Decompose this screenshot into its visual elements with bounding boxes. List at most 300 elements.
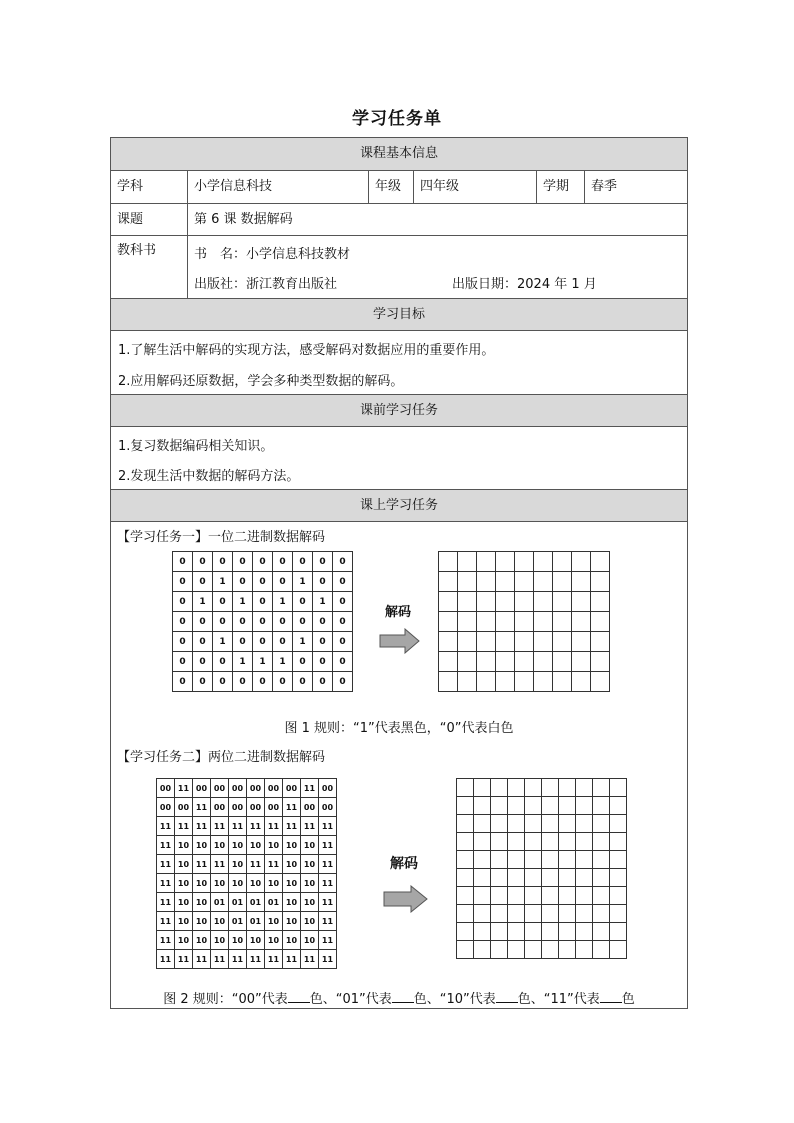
blank-grid-cell[interactable] <box>572 632 591 652</box>
blank-grid-cell[interactable] <box>457 833 474 851</box>
blank-grid-cell[interactable] <box>610 923 627 941</box>
blank-grid-cell[interactable] <box>477 652 496 672</box>
blank-grid-cell[interactable] <box>553 612 572 632</box>
grid-cell: 01 <box>247 893 265 912</box>
blank-grid-cell[interactable] <box>572 592 591 612</box>
blank-grid-cell[interactable] <box>508 779 525 797</box>
publisher: 出版社：浙江教育出版社 <box>194 277 338 292</box>
grid-cell: 0 <box>273 612 293 632</box>
grid-row <box>173 672 353 692</box>
grid-cell: 0 <box>173 572 193 592</box>
blank-grid-row <box>439 632 610 652</box>
blank-grid-cell[interactable] <box>474 941 491 959</box>
grid-cell: 11 <box>283 950 301 969</box>
blank-grid-cell[interactable] <box>525 779 542 797</box>
grid-cell: 10 <box>175 874 193 893</box>
blank-grid-cell[interactable] <box>559 779 576 797</box>
blank-grid-cell[interactable] <box>496 672 515 692</box>
grid-cell: 11 <box>175 817 193 836</box>
blank-grid-cell[interactable] <box>458 632 477 652</box>
blank-grid-cell[interactable] <box>542 905 559 923</box>
blank-grid-cell[interactable] <box>593 779 610 797</box>
blank-grid-cell[interactable] <box>593 887 610 905</box>
grid-cell: 00 <box>319 798 337 817</box>
grid-row <box>157 798 337 817</box>
blank-grid-cell[interactable] <box>559 923 576 941</box>
blank-grid-cell[interactable] <box>457 797 474 815</box>
grid-cell: 0 <box>253 552 273 572</box>
blank-grid-cell[interactable] <box>496 612 515 632</box>
blank-grid-cell[interactable] <box>496 572 515 592</box>
blank-grid-cell[interactable] <box>525 851 542 869</box>
blank-grid-cell[interactable] <box>559 887 576 905</box>
blank-grid-cell[interactable] <box>508 869 525 887</box>
blank-grid-cell[interactable] <box>572 552 591 572</box>
blank-grid-1[interactable] <box>438 551 610 692</box>
blank-grid-cell[interactable] <box>457 851 474 869</box>
blank-grid-cell[interactable] <box>553 632 572 652</box>
blank-grid-cell[interactable] <box>593 923 610 941</box>
grid-cell: 11 <box>247 817 265 836</box>
grid-cell: 0 <box>253 592 273 612</box>
grid-cell: 1 <box>253 652 273 672</box>
grid-cell: 00 <box>301 798 319 817</box>
blank-grid-cell[interactable] <box>515 552 534 572</box>
section-header-pre-tasks <box>111 395 687 427</box>
blank-grid-cell[interactable] <box>525 923 542 941</box>
grid-cell: 10 <box>265 931 283 950</box>
grid-cell: 10 <box>193 893 211 912</box>
grid-cell: 0 <box>193 572 213 592</box>
blank-grid-cell[interactable] <box>542 779 559 797</box>
blank-grid-cell[interactable] <box>491 869 508 887</box>
blank-grid-cell[interactable] <box>457 815 474 833</box>
blank-grid-cell[interactable] <box>593 869 610 887</box>
grid-cell: 11 <box>157 893 175 912</box>
grid-cell: 11 <box>175 950 193 969</box>
blank-grid-cell[interactable] <box>576 779 593 797</box>
blank-grid-cell[interactable] <box>572 572 591 592</box>
grid-row <box>157 855 337 874</box>
grid-cell: 0 <box>253 632 273 652</box>
blank-grid-cell[interactable] <box>559 833 576 851</box>
section-header-goals <box>111 299 687 331</box>
blank-grid-cell[interactable] <box>515 572 534 592</box>
blank-grid-cell[interactable] <box>474 869 491 887</box>
blank-grid-cell[interactable] <box>525 833 542 851</box>
blank-grid-cell[interactable] <box>534 592 553 612</box>
grid-cell: 10 <box>283 874 301 893</box>
caption-part: 图 2 规则：“00”代表 <box>163 992 288 1007</box>
blank-grid-cell[interactable] <box>534 632 553 652</box>
blank-grid-cell[interactable] <box>525 869 542 887</box>
grid-cell: 01 <box>229 912 247 931</box>
pre-task-item: 2.发现生活中数据的解码方法。 <box>118 469 300 484</box>
blank-grid-cell[interactable] <box>491 797 508 815</box>
blank-grid-cell[interactable] <box>593 815 610 833</box>
blank-grid-cell[interactable] <box>591 572 610 592</box>
blank-grid-cell[interactable] <box>576 941 593 959</box>
blank-grid-cell[interactable] <box>491 905 508 923</box>
blank-grid-cell[interactable] <box>610 779 627 797</box>
blank-grid-cell[interactable] <box>559 905 576 923</box>
blank-grid-cell[interactable] <box>525 887 542 905</box>
blank-grid-cell[interactable] <box>610 869 627 887</box>
blank-grid-2[interactable] <box>456 778 627 959</box>
grid-cell: 10 <box>301 836 319 855</box>
grid-cell: 0 <box>273 632 293 652</box>
blank-grid-cell[interactable] <box>439 632 458 652</box>
grid-cell: 0 <box>213 592 233 612</box>
blank-grid-cell[interactable] <box>508 923 525 941</box>
grid-cell: 0 <box>333 652 353 672</box>
grid-row <box>157 893 337 912</box>
blank-grid-cell[interactable] <box>542 869 559 887</box>
blank-grid-cell[interactable] <box>610 797 627 815</box>
subject-label: 学科 <box>117 179 144 194</box>
blank-grid-cell[interactable] <box>458 652 477 672</box>
grid-cell: 0 <box>193 652 213 672</box>
blank-grid-cell[interactable] <box>458 612 477 632</box>
blank-grid-cell[interactable] <box>458 572 477 592</box>
blank-grid-cell[interactable] <box>559 815 576 833</box>
blank-grid-cell[interactable] <box>508 941 525 959</box>
blank-grid-cell[interactable] <box>439 592 458 612</box>
grid-cell: 00 <box>175 798 193 817</box>
blank-grid-cell[interactable] <box>457 905 474 923</box>
subject-value: 小学信息科技 <box>187 171 368 203</box>
grid-cell: 11 <box>319 912 337 931</box>
grid-cell: 11 <box>247 950 265 969</box>
blank-grid-cell[interactable] <box>593 797 610 815</box>
section-header-class-tasks <box>111 490 687 522</box>
blank-grid-cell[interactable] <box>534 612 553 632</box>
blank-grid-cell[interactable] <box>491 779 508 797</box>
blank-grid-cell[interactable] <box>515 672 534 692</box>
blank-grid-cell[interactable] <box>572 612 591 632</box>
blank-grid-cell[interactable] <box>457 779 474 797</box>
blank-grid-cell[interactable] <box>508 851 525 869</box>
grid-cell: 00 <box>247 798 265 817</box>
grid-cell: 11 <box>157 817 175 836</box>
grid-cell: 10 <box>229 931 247 950</box>
textbook-label: 教科书 <box>117 243 157 258</box>
blank-grid-cell[interactable] <box>553 592 572 612</box>
grid-cell: 00 <box>283 779 301 798</box>
blank-grid-cell[interactable] <box>572 672 591 692</box>
blank-grid-cell[interactable] <box>610 905 627 923</box>
grid-cell: 11 <box>157 931 175 950</box>
blank-grid-row <box>439 652 610 672</box>
blank-grid-cell[interactable] <box>457 869 474 887</box>
answer-blank[interactable] <box>600 990 622 1003</box>
blank-grid-cell[interactable] <box>542 923 559 941</box>
blank-grid-cell[interactable] <box>477 672 496 692</box>
blank-grid-cell[interactable] <box>593 851 610 869</box>
grid-cell: 10 <box>211 836 229 855</box>
grid-cell: 01 <box>229 893 247 912</box>
grid-cell: 11 <box>211 950 229 969</box>
task1-title: 【学习任务一】一位二进制数据解码 <box>117 530 326 545</box>
blank-grid-cell[interactable] <box>491 851 508 869</box>
grid-cell: 0 <box>273 572 293 592</box>
grid-row <box>173 612 353 632</box>
blank-grid-cell[interactable] <box>525 815 542 833</box>
blank-grid-cell[interactable] <box>576 887 593 905</box>
blank-grid-cell[interactable] <box>477 612 496 632</box>
blank-grid-cell[interactable] <box>559 851 576 869</box>
blank-grid-cell[interactable] <box>591 652 610 672</box>
grid-row <box>157 836 337 855</box>
blank-grid-cell[interactable] <box>439 552 458 572</box>
grid-cell: 10 <box>247 931 265 950</box>
blank-grid-cell[interactable] <box>525 941 542 959</box>
grid-cell: 11 <box>157 912 175 931</box>
blank-grid-cell[interactable] <box>439 572 458 592</box>
grid-cell: 11 <box>265 855 283 874</box>
blank-grid-cell[interactable] <box>496 592 515 612</box>
blank-grid-cell[interactable] <box>610 941 627 959</box>
blank-grid-cell[interactable] <box>576 923 593 941</box>
blank-grid-cell[interactable] <box>534 572 553 592</box>
blank-grid-cell[interactable] <box>610 815 627 833</box>
blank-grid-cell[interactable] <box>477 592 496 612</box>
grid-cell: 11 <box>301 779 319 798</box>
answer-blank[interactable] <box>392 990 414 1003</box>
decode-label: 解码 <box>385 605 412 620</box>
blank-grid-cell[interactable] <box>458 672 477 692</box>
blank-grid-cell[interactable] <box>576 797 593 815</box>
blank-grid-cell[interactable] <box>508 815 525 833</box>
grade-label: 年级 <box>368 171 413 203</box>
blank-grid-cell[interactable] <box>474 851 491 869</box>
blank-grid-cell[interactable] <box>542 833 559 851</box>
grid-cell: 11 <box>319 817 337 836</box>
blank-grid-cell[interactable] <box>439 672 458 692</box>
grid-cell: 0 <box>253 612 273 632</box>
blank-grid-cell[interactable] <box>542 815 559 833</box>
blank-grid-cell[interactable] <box>477 572 496 592</box>
grid-cell: 10 <box>193 931 211 950</box>
blank-grid-cell[interactable] <box>553 652 572 672</box>
blank-grid-row <box>439 552 610 572</box>
topic-row <box>111 204 687 236</box>
grid-cell: 1 <box>313 592 333 612</box>
blank-grid-cell[interactable] <box>542 851 559 869</box>
grid-cell: 0 <box>233 612 253 632</box>
blank-grid-cell[interactable] <box>559 941 576 959</box>
blank-grid-cell[interactable] <box>474 797 491 815</box>
blank-grid-cell[interactable] <box>591 672 610 692</box>
section-header-label: 课前学习任务 <box>359 403 438 418</box>
blank-grid-cell[interactable] <box>576 833 593 851</box>
blank-grid-cell[interactable] <box>534 552 553 572</box>
grid-cell: 11 <box>211 855 229 874</box>
blank-grid-cell[interactable] <box>491 833 508 851</box>
blank-grid-cell[interactable] <box>591 592 610 612</box>
grid-cell: 0 <box>213 612 233 632</box>
blank-grid-row <box>457 887 627 905</box>
blank-grid-row <box>439 572 610 592</box>
blank-grid-cell[interactable] <box>591 552 610 572</box>
grid-cell: 10 <box>193 874 211 893</box>
grid-cell: 11 <box>283 798 301 817</box>
blank-grid-cell[interactable] <box>525 797 542 815</box>
blank-grid-cell[interactable] <box>477 632 496 652</box>
blank-grid-cell[interactable] <box>457 923 474 941</box>
grid-row <box>157 931 337 950</box>
blank-grid-cell[interactable] <box>474 923 491 941</box>
grid-cell: 0 <box>333 632 353 652</box>
blank-grid-cell[interactable] <box>508 833 525 851</box>
grid-cell: 0 <box>313 672 333 692</box>
grid-cell: 1 <box>293 632 313 652</box>
grid-cell: 01 <box>247 912 265 931</box>
blank-grid-cell[interactable] <box>458 592 477 612</box>
blank-grid-cell[interactable] <box>534 672 553 692</box>
grid-cell: 0 <box>193 552 213 572</box>
grid-cell: 10 <box>229 836 247 855</box>
grid-cell: 10 <box>211 912 229 931</box>
blank-grid-cell[interactable] <box>591 612 610 632</box>
blank-grid-cell[interactable] <box>515 652 534 672</box>
blank-grid-cell[interactable] <box>591 632 610 652</box>
blank-grid-cell[interactable] <box>496 652 515 672</box>
grid-cell: 00 <box>229 798 247 817</box>
blank-grid-cell[interactable] <box>576 869 593 887</box>
blank-grid-cell[interactable] <box>542 941 559 959</box>
blank-grid-cell[interactable] <box>593 833 610 851</box>
blank-grid-cell[interactable] <box>496 632 515 652</box>
grid-cell: 10 <box>211 931 229 950</box>
answer-blank[interactable] <box>288 990 310 1003</box>
grid-cell: 10 <box>265 836 283 855</box>
blank-grid-cell[interactable] <box>576 905 593 923</box>
blank-grid-cell[interactable] <box>508 905 525 923</box>
blank-grid-cell[interactable] <box>458 552 477 572</box>
blank-grid-cell[interactable] <box>508 797 525 815</box>
grid-cell: 0 <box>313 612 333 632</box>
grid-cell: 11 <box>319 931 337 950</box>
grid-cell: 10 <box>229 855 247 874</box>
blank-grid-cell[interactable] <box>610 851 627 869</box>
blank-grid-cell[interactable] <box>515 632 534 652</box>
grid-cell: 10 <box>265 874 283 893</box>
grid-cell: 0 <box>333 612 353 632</box>
grid-cell: 1 <box>273 652 293 672</box>
blank-grid-cell[interactable] <box>496 552 515 572</box>
grid-cell: 10 <box>229 874 247 893</box>
task-sheet-table <box>110 137 688 1009</box>
grid-cell: 10 <box>283 931 301 950</box>
blank-grid-cell[interactable] <box>515 612 534 632</box>
blank-grid-cell[interactable] <box>559 869 576 887</box>
blank-grid-cell[interactable] <box>559 797 576 815</box>
blank-grid-cell[interactable] <box>572 652 591 672</box>
task2-title: 【学习任务二】两位二进制数据解码 <box>117 750 326 765</box>
blank-grid-cell[interactable] <box>553 672 572 692</box>
grid-cell: 10 <box>283 912 301 931</box>
grid-row <box>157 874 337 893</box>
grid-cell: 0 <box>233 572 253 592</box>
grid-cell: 0 <box>293 612 313 632</box>
blank-grid-cell[interactable] <box>553 572 572 592</box>
blank-grid-cell[interactable] <box>439 612 458 632</box>
blank-grid-cell[interactable] <box>542 797 559 815</box>
answer-blank[interactable] <box>496 990 518 1003</box>
grid-cell: 0 <box>273 552 293 572</box>
grid-cell: 11 <box>301 817 319 836</box>
grid-cell: 0 <box>233 632 253 652</box>
blank-grid-cell[interactable] <box>576 815 593 833</box>
grid-cell: 0 <box>173 612 193 632</box>
blank-grid-cell[interactable] <box>491 941 508 959</box>
grid-cell: 11 <box>301 950 319 969</box>
grid-cell: 11 <box>319 874 337 893</box>
blank-grid-cell[interactable] <box>610 887 627 905</box>
blank-grid-cell[interactable] <box>515 592 534 612</box>
grid-cell: 10 <box>301 931 319 950</box>
blank-grid-cell[interactable] <box>474 815 491 833</box>
blank-grid-cell[interactable] <box>525 905 542 923</box>
grid-cell: 00 <box>247 779 265 798</box>
grid-cell: 11 <box>229 950 247 969</box>
grid-row <box>173 632 353 652</box>
blank-grid-row <box>457 779 627 797</box>
section-header-label: 学习目标 <box>372 307 425 322</box>
grid-cell: 1 <box>233 652 253 672</box>
blank-grid-cell[interactable] <box>553 552 572 572</box>
grid-cell: 00 <box>157 779 175 798</box>
blank-grid-cell[interactable] <box>474 905 491 923</box>
blank-grid-cell[interactable] <box>593 941 610 959</box>
grid-cell: 10 <box>301 912 319 931</box>
blank-grid-cell[interactable] <box>593 905 610 923</box>
goal-item: 2.应用解码还原数据，学会多种类型数据的解码。 <box>118 374 404 389</box>
blank-grid-cell[interactable] <box>491 815 508 833</box>
blank-grid-cell[interactable] <box>439 652 458 672</box>
blank-grid-cell[interactable] <box>491 923 508 941</box>
blank-grid-cell[interactable] <box>576 851 593 869</box>
decode-label-2: 解码 <box>390 856 418 872</box>
binary-grid-2 <box>156 778 337 969</box>
grid-cell: 11 <box>247 855 265 874</box>
caption-part: 色 <box>621 992 635 1007</box>
blank-grid-cell[interactable] <box>474 887 491 905</box>
grid-cell: 10 <box>175 912 193 931</box>
blank-grid-cell[interactable] <box>542 887 559 905</box>
grid-cell: 0 <box>213 652 233 672</box>
blank-grid-cell[interactable] <box>457 941 474 959</box>
grid-cell: 10 <box>193 912 211 931</box>
blank-grid-cell[interactable] <box>474 779 491 797</box>
grid-cell: 0 <box>173 652 193 672</box>
blank-grid-cell[interactable] <box>534 652 553 672</box>
grid-cell: 10 <box>301 855 319 874</box>
blank-grid-cell[interactable] <box>491 887 508 905</box>
grid-cell: 11 <box>283 817 301 836</box>
grid-cell: 10 <box>211 874 229 893</box>
grid-cell: 11 <box>265 817 283 836</box>
grid-cell: 10 <box>301 893 319 912</box>
blank-grid-cell[interactable] <box>457 887 474 905</box>
blank-grid-cell[interactable] <box>508 887 525 905</box>
grid-cell: 11 <box>265 950 283 969</box>
grid-cell: 0 <box>313 632 333 652</box>
blank-grid-cell[interactable] <box>477 552 496 572</box>
blank-grid-cell[interactable] <box>474 833 491 851</box>
blank-grid-cell[interactable] <box>610 833 627 851</box>
